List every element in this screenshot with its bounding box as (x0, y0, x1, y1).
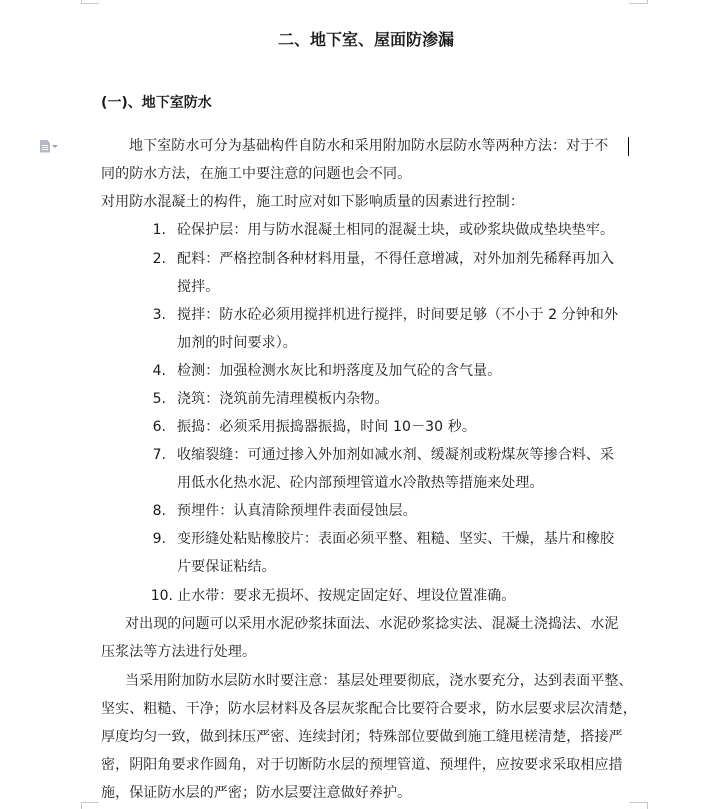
document-title: 二、地下室、屋面防渗漏 (277, 30, 454, 49)
list-item-continuation: 用低水化热水泥、砼内部预埋管道水冷散热等措施来处理。 (177, 475, 544, 491)
list-item-number: 1. (152, 222, 166, 238)
list-item-number: 3. (152, 307, 166, 323)
list-item-number: 4. (152, 363, 166, 379)
crop-mark-bottom-left (81, 802, 82, 809)
list-item-number: 5. (152, 391, 166, 407)
list-item: 砼保护层：用与防水混凝土相同的混凝土块，或砂浆块做成垫块垫牢。 (177, 222, 615, 238)
intro-line-2: 同的防水方法，在施工中要注意的问题也会不同。 (101, 166, 412, 182)
problem-para-line-2: 压浆法等方法进行处理。 (101, 644, 257, 660)
section-heading: (一)、地下室防水 (101, 95, 212, 111)
additional-para-line-4: 密，阴阳角要求作圆角，对于切断防水层的预埋管道、预埋件，应按要求采取相应措 (101, 757, 623, 773)
problem-para-line-1: 对出现的问题可以采用水泥砂浆抹面法、水泥砂浆捻实法、混凝土浇捣法、水泥 (125, 616, 619, 632)
list-item: 配料：严格控制各种材料用量，不得任意增减，对外加剂先稀释再加入 (177, 251, 615, 267)
list-item-number: 2. (152, 251, 166, 267)
crop-mark-top-right (647, 0, 648, 4)
list-item: 搅拌：防水砼必须用搅拌机进行搅拌，时间要足够（不小于 2 分钟和外 (177, 307, 619, 323)
crop-mark-bottom-right (629, 802, 647, 803)
list-item: 收缩裂缝：可通过掺入外加剂如减水剂、缓凝剂或粉煤灰等掺合料、采 (177, 447, 615, 463)
list-item-continuation: 搅拌。 (177, 279, 220, 295)
chevron-down-icon (52, 145, 58, 148)
control-lead: 对用防水混凝土的构件，施工时应对如下影响质量的因素进行控制： (101, 194, 524, 210)
additional-para-line-2: 坚实、粗糙、干净；防水层材料及各层灰浆配合比要符合要求，防水层要求层次清楚， (101, 701, 637, 717)
crop-mark-bottom-left (81, 802, 99, 803)
list-item: 预埋件：认真清除预埋件表面侵蚀层。 (177, 503, 417, 519)
list-item: 止水带：要求无损坏、按规定固定好、埋设位置准确。 (177, 588, 516, 604)
list-item-number: 7. (152, 447, 166, 463)
list-item: 振捣：必须采用振捣器振捣，时间 10－30 秒。 (177, 419, 476, 435)
list-item-number: 9. (152, 531, 166, 547)
crop-mark-top-left (81, 3, 99, 4)
intro-line-1: 地下室防水可分为基础构件自防水和采用附加防水层防水等两种方法：对于不 (129, 138, 609, 154)
additional-para-line-5: 施，保证防水层的严密；防水层要注意做好养护。 (101, 785, 412, 801)
list-item: 变形缝处粘贴橡胶片：表面必须平整、粗糙、坚实、干燥，基片和橡胶 (177, 531, 615, 547)
document-icon (40, 140, 50, 153)
additional-para-line-3: 厚度均匀一致，做到抹压严密、连续封闭；特殊部位要做到施工缝甩槎清楚，搭接严 (101, 729, 623, 745)
list-item-continuation: 加剂的时间要求）。 (177, 335, 297, 351)
list-item: 检测：加强检测水灰比和坍落度及加气砼的含气量。 (177, 363, 502, 379)
list-item-continuation: 片要保证粘结。 (177, 559, 276, 575)
text-cursor (628, 137, 629, 156)
list-item: 浇筑：浇筑前先清理模板内杂物。 (177, 391, 389, 407)
list-item-number: 8. (152, 503, 166, 519)
crop-mark-top-right (629, 3, 647, 4)
document-icon[interactable] (40, 139, 66, 153)
additional-para-line-1: 当采用附加防水层防水时要注意：基层处理要彻底，浇水要充分，达到表面平整、 (125, 673, 633, 689)
list-item-number: 6. (152, 419, 166, 435)
crop-mark-bottom-right (647, 802, 648, 809)
list-item-number: 10. (150, 588, 173, 604)
